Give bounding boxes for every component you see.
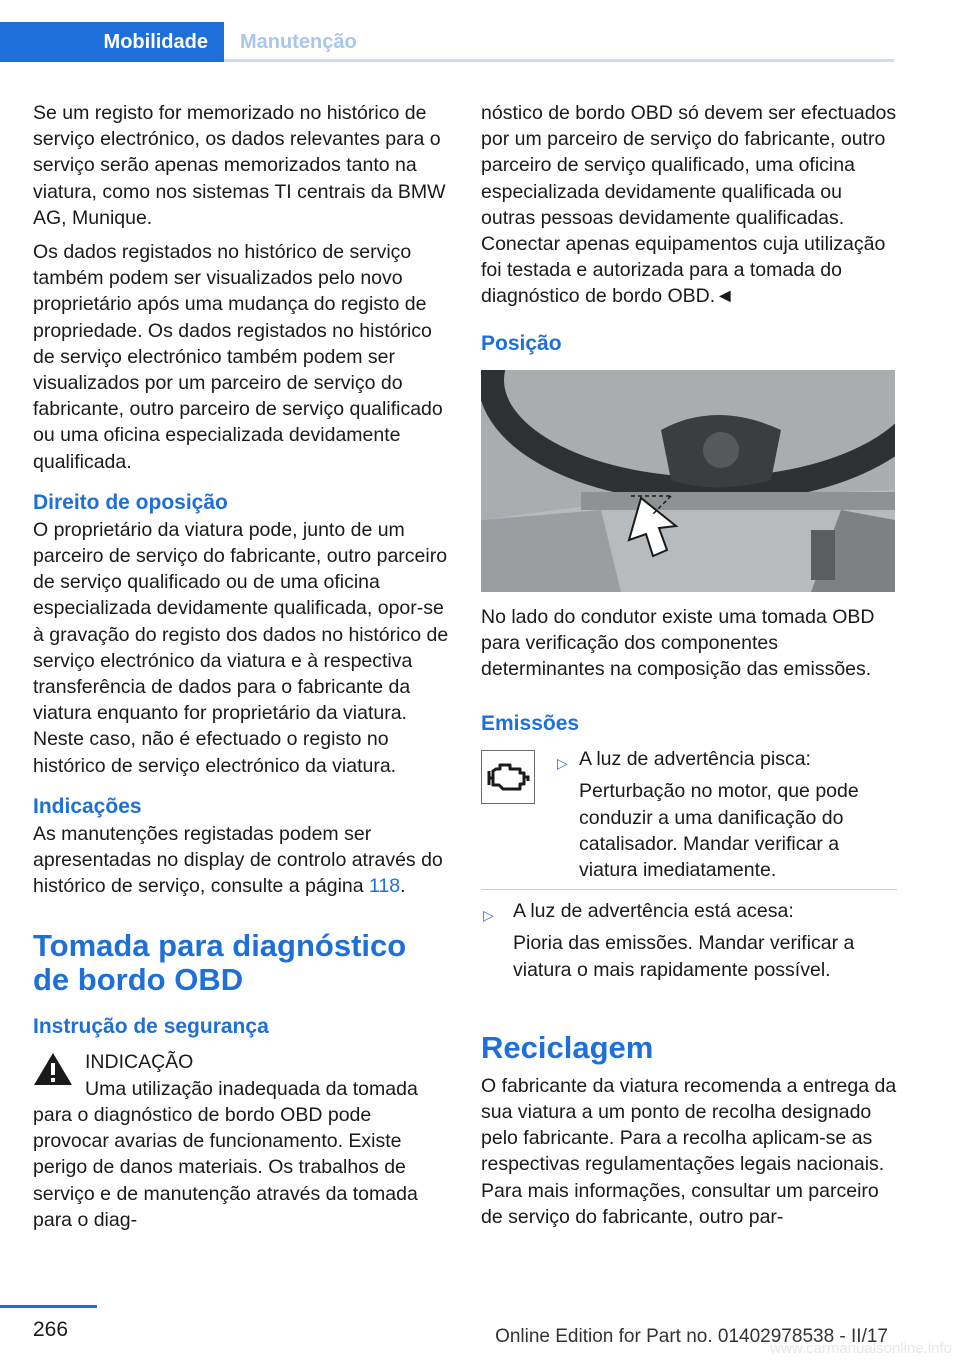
- heading-direito-oposicao: Direito de oposição: [33, 490, 228, 514]
- heading-reciclagem: Reciclagem: [481, 1029, 654, 1065]
- paragraph: nóstico de bordo OBD só devem ser efectuados por um parceiro de serviço do fabricante, outro parceiro de serviço qualificado, uma oficina especializada devidamente qualificada ou outras pessoas devidamente qualificadas. Conectar apenas equipamentos cuja utilização foi testada e autorizada para a tomada do diagnóstico de bordo OBD.◄: [481, 102, 897, 308]
- footer-rule: [0, 1305, 97, 1308]
- paragraph: Os dados registados no histórico de serviço também podem ser visualizados pelo novo proprietário após uma mudança do registo de propriedade. Os dados registados no histórico de serviço electrónico também podem ser visualizados por um parceiro de serviço do fabricante, outro parceiro de serviço qualificado ou uma oficina especializada devidamente qualificada.: [33, 241, 443, 473]
- emission-item: [481, 746, 897, 883]
- paragraph: O proprietário da viatura pode, junto de um parceiro de serviço do fabricante, outro parceiro de serviço qualificado ou de uma oficina especializada devidamente qualificada, opor-se à gravação do registo dos dados no histórico de serviço electrónico da viatura e à respectiva transferência de dados para o fabricante da viatura enquanto for proprietário da viatura. Neste caso, não é efectuado o registo no histórico de serviço electrónico da viatura.: [33, 518, 449, 777]
- heading-posicao: Posição: [481, 331, 562, 355]
- paragraph-text: .: [400, 875, 406, 898]
- emission-title: A luz de advertência está acesa:: [513, 900, 794, 923]
- tab-mobilidade[interactable]: Mobilidade: [0, 22, 224, 62]
- emission-title: A luz de advertência pisca:: [579, 748, 811, 771]
- header-rule: [224, 59, 894, 62]
- obd-location-illustration: [481, 370, 895, 592]
- emission-item: [481, 898, 897, 983]
- emission-text: Pioria das emissões. Mandar verificar a viatura o mais rapidamente possível.: [513, 932, 855, 981]
- tab-manutencao[interactable]: Manutenção: [240, 31, 357, 53]
- bullet-triangle-icon: ▷: [483, 907, 494, 924]
- bullet-triangle-icon: ▷: [557, 755, 568, 772]
- engine-warning-icon: [481, 750, 535, 804]
- warning-text: Uma utilização inadequada da tomada para o diagnóstico de bordo OBD pode provocar avarias de funcionamento. Existe perigo de danos materiais. Os trabalhos de serviço e de manutenção através da tomada para o diag-: [33, 1077, 418, 1231]
- obd-location-photo: [481, 370, 895, 592]
- left-column: [33, 100, 449, 1233]
- warning-title: INDICAÇÃO: [85, 1051, 194, 1074]
- right-column: [481, 100, 897, 1238]
- watermark: www.carmanualsonline.info: [770, 1340, 952, 1357]
- paragraph: [33, 821, 449, 900]
- paragraph-text: As manutenções registadas podem ser apresentadas no display de controlo através do histórico de serviço, consulte a página: [33, 822, 443, 898]
- edition-text: Online Edition for Part no. 01402978538 - II/17: [495, 1326, 888, 1347]
- heading-instrucao-seguranca: Instrução de segurança: [33, 1015, 269, 1039]
- paragraph: Se um registo for memorizado no histórico de serviço electrónico, os dados relevantes para o serviço serão apenas memorizados tanto na viatura, como nos sistemas TI centrais da BMW AG, Munique.: [33, 102, 446, 229]
- header-tabs: [0, 0, 894, 62]
- page-link[interactable]: 118: [369, 875, 401, 898]
- paragraph: O fabricante da viatura recomenda a entrega da sua viatura a um ponto de recolha designado pelo fabricante. Para a recolha aplicam-se as respectivas regulamentações legais nacionais. Para mais informações, consultar um parceiro de serviço do fabricante, outro par-: [481, 1074, 897, 1228]
- paragraph: No lado do condutor existe uma tomada OBD para verificação dos componentes determinantes na composição das emissões.: [481, 605, 875, 681]
- emission-text: Perturbação no motor, que pode conduzir a uma danificação do catalisador. Mandar verificar a viatura imediatamente.: [579, 780, 859, 882]
- divider: [481, 889, 897, 890]
- heading-tomada-obd: Tomada para diagnóstico de bordo OBD: [33, 928, 407, 998]
- page-number: 266: [33, 1318, 69, 1341]
- warning-triangle-icon: [33, 1051, 73, 1087]
- warning-block: [33, 1049, 449, 1232]
- heading-emissoes: Emissões: [481, 712, 580, 736]
- heading-indicacoes: Indicações: [33, 794, 142, 818]
